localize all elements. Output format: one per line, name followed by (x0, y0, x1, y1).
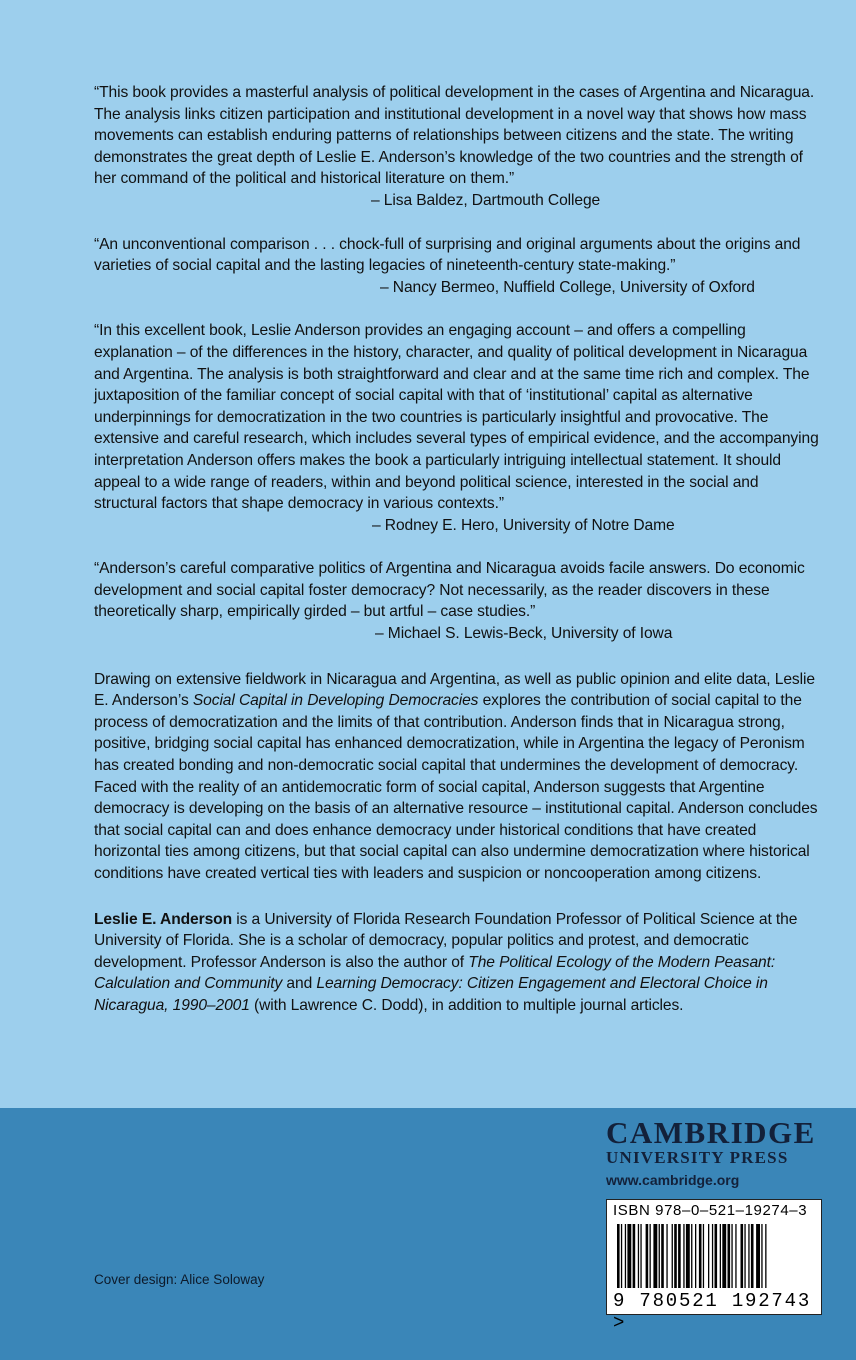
publisher-logo (606, 1115, 822, 1190)
review-quote-1 (94, 82, 822, 212)
review-quote-text: “Anderson’s careful comparative politics of Argentina and Nicaragua avoids facile answers. Do economic development and social capital foster democracy? Not necessarily, as the reader discovers in these theoretically sharp, empirically girded – but artful – case studies.” (94, 560, 805, 621)
isbn-label: ISBN 978–0–521–19274–3 (613, 1202, 808, 1219)
other-book-title: Learning Democracy: Citizen Engagement and Electoral Choice in Nicaragua, 1990–2001 (94, 975, 768, 1014)
author-bio (94, 909, 822, 1017)
review-quote-text: “This book provides a masterful analysis of political development in the cases of Argentina and Nicaragua. The analysis links citizen participation and institutional development in a novel way that shows how mass movements can establish enduring patterns of relationships between citizens and the state. The writing demonstrates the great depth of Leslie E. Anderson’s knowledge of the two countries and the strength of her command of the political and historical literature on them.” (94, 84, 815, 188)
other-book-title: The Political Ecology of the Modern Peasant: Calculation and Community (94, 953, 776, 993)
isbn-barcode (606, 1199, 822, 1334)
bio-text: (with Lawrence C. Dodd), in addition to multiple journal articles. (249, 996, 684, 1014)
bio-text: and (282, 975, 317, 993)
review-quote-4 (94, 558, 822, 644)
bio-paragraph (94, 909, 822, 1017)
publisher-press: UNIVERSITY PRESS (606, 1148, 789, 1167)
review-quote-3 (94, 320, 822, 536)
book-title: Social Capital in Developing Democracies (192, 692, 479, 710)
review-attribution: – Rodney E. Hero, University of Notre Dame (372, 516, 675, 534)
cover-design-credit: Cover design: Alice Soloway (94, 1272, 265, 1287)
publisher-url: www.cambridge.org (606, 1172, 740, 1188)
publisher-name: CAMBRIDGE (606, 1115, 816, 1150)
author-name: Leslie E. Anderson (94, 910, 233, 928)
description-text: Drawing on extensive fieldwork in Nicaragua and Argentina, as well as public opinion and elite data, Leslie E. Anderson’s (94, 670, 815, 710)
book-description (94, 669, 822, 885)
review-attribution: – Lisa Baldez, Dartmouth College (371, 191, 601, 209)
isbn-digits: 9 780521 192743 > (613, 1290, 812, 1334)
barcode-icon (617, 1224, 813, 1288)
review-quote-text: “In this excellent book, Leslie Anderson provides an engaging account – and offers a compelling explanation – of the differences in the history, character, and quality of political development in Nicaragua and Argentina. The analysis is both straightforward and clear and at the same time rich and complex. The juxtaposition of the familiar concept of social capital with that of ‘institutional’ capital as alternative underpinnings for democratization in the two countries is particularly insightful and provocative. The extensive and careful research, which includes several types of empirical evidence, and the accompanying interpretation Anderson offers makes the book a particularly intriguing intellectual statement. It should appeal to a wide range of readers, within and beyond political science, interested in the social and structural factors that shape democracy in various contexts.” (94, 322, 819, 513)
review-attribution: – Michael S. Lewis-Beck, University of Iowa (375, 625, 673, 643)
description-paragraph (94, 669, 822, 885)
review-quote-text: “An unconventional comparison . . . chock-full of surprising and original arguments about the origins and varieties of social capital and the lasting legacies of nineteenth-century state-making.” (94, 235, 801, 275)
back-cover-text (94, 82, 822, 1017)
bio-text: is a University of Florida Research Foundation Professor of Political Science at the University of Florida. She is a scholar of democracy, popular politics and protest, and democratic development. Professor Anderson is also the author of (94, 910, 798, 971)
review-quote-2 (94, 234, 822, 299)
review-attribution: – Nancy Bermeo, Nuffield College, University of Oxford (380, 278, 755, 296)
description-text: explores the contribution of social capital to the process of democratization and the limits of that contribution. Anderson finds that in Nicaragua strong, positive, bridging social capital has enhanced democratization, while in Argentina the legacy of Peronism has created bonding and non-democratic social capital that undermines the development of democracy. Faced with the reality of an antidemocratic form of social capital, Anderson suggests that Argentine democracy is developing on the basis of an alternative resource – institutional capital. Anderson concludes that social capital can and does enhance democracy under historical conditions that have created horizontal ties among citizens, but that social capital can also undermine democratization where historical conditions have created vertical ties with leaders and suspicion or noncooperation among citizens. (94, 692, 818, 882)
